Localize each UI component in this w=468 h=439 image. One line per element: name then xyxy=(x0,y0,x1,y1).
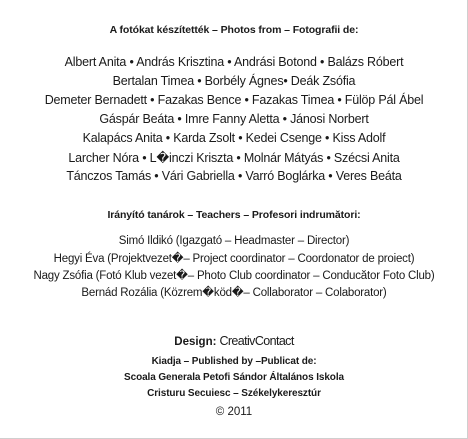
publisher-school: Scoala Generala Petofi Sándor Általános Iskola xyxy=(124,372,344,383)
teacher-line-3: Nagy Zsófia (Fotó Klub vezet�– Photo Club coordinator – Conducător Foto Club) xyxy=(33,270,435,282)
photographers-line-6: Larcher Nóra • L�inczi Kriszta • Molnár Mátyás • Szécsi Anita xyxy=(68,151,400,165)
design-credit xyxy=(0,334,468,348)
publisher-place: Cristuru Secuiesc – Székelykeresztúr xyxy=(147,388,321,399)
photographers-line-3: Demeter Bernadett • Fazakas Bence • Fazakas Timea • Fülöp Pál Ábel xyxy=(44,93,424,107)
teacher-line-2: Hegyi Éva (Projektvezet�– Project coordinator – Coordonator de proiect) xyxy=(53,253,415,265)
photographers-line-5: Kalapács Anita • Karda Zsolt • Kedei Csenge • Kiss Adolf xyxy=(82,131,386,145)
teacher-line-1: Simó Ildikó (Igazgató – Headmaster – Director) xyxy=(118,235,350,247)
creativcontact-logo: CreativContact xyxy=(219,334,294,348)
photographers-line-7: Tánczos Tamás • Vári Gabriella • Varró Boglárka • Veres Beáta xyxy=(66,169,402,183)
photographers-line-1: Albert Anita • András Krisztina • Andrási Botond • Balázs Róbert xyxy=(64,55,404,69)
photos-heading: A fotókat készítették – Photos from – Fotografii de: xyxy=(109,24,359,36)
photographers-line-2: Bertalan Timea • Borbély Ágnes• Deák Zsófia xyxy=(112,74,356,88)
teachers-heading: Irányító tanárok – Teachers – Profesori indrumători: xyxy=(107,209,361,221)
teacher-line-4: Bernád Rozália (Közrem�köd�– Collaborator – Colaborator) xyxy=(81,287,387,299)
photographers-line-4: Gáspár Beáta • Imre Fanny Aletta • Jánosi Norbert xyxy=(99,112,369,126)
design-label: Design: xyxy=(174,336,217,348)
copyright-notice: © 2011 xyxy=(215,406,253,418)
publisher-heading: Kiadja – Published by –Publicat de: xyxy=(151,356,317,367)
